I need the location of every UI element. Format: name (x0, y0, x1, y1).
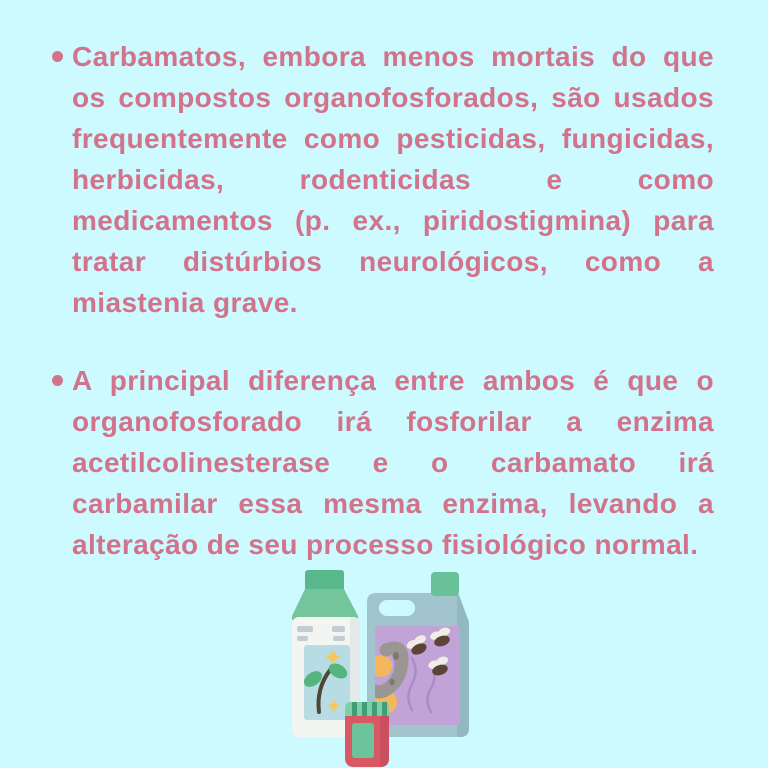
bullet-item-carbamatos (50, 36, 714, 323)
jug-handle-hole (379, 600, 415, 616)
bullet-item-diferenca (50, 360, 714, 565)
bullet-text: Carbamatos, embora menos mortais do que os compostos organofosforados, são usados frequentemente como pesticidas, fungicidas, herbicidas, rodenticidas e como medicamentos (p. ex., piridostigmina) para tratar distúrbios neurológicos, como a miastenia grave. (72, 41, 714, 318)
bottle-shoulder (292, 589, 358, 620)
rodenticide-can (345, 702, 389, 767)
bullet-icon (52, 375, 63, 386)
bottle-cap (305, 570, 344, 591)
jug-cap (431, 572, 459, 596)
bullet-text: A principal diferença entre ambos é que o organofosforado irá fosforilar a enzima acetilcolinesterase e o carbamato irá carbamilar essa mesma enzima, levando a alteração de seu processo fisiológico normal. (72, 365, 714, 560)
bullet-icon (52, 51, 63, 62)
bullet-list (50, 36, 714, 565)
can-label (352, 723, 374, 758)
pesticides-illustration (272, 560, 502, 768)
